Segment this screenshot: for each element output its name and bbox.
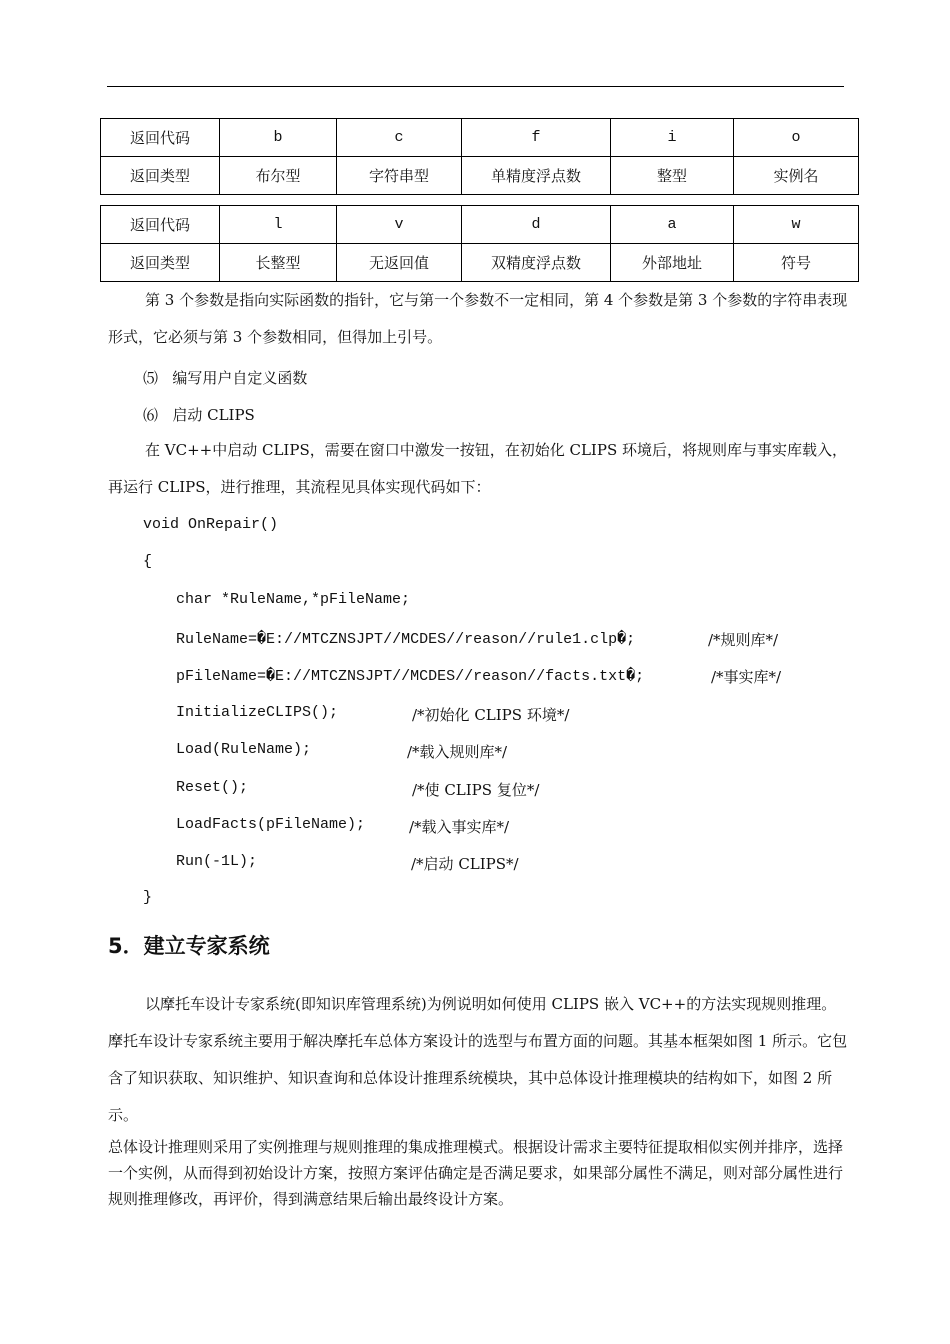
code-comment: /*初始化 CLIPS 环境*/ [412,706,570,724]
code-comment: /*启动 CLIPS*/ [411,855,519,873]
table-row [101,244,859,282]
table-cell: o [734,119,859,157]
code-statement: pFileName=�E://MTCZNSJPT//MCDES//reason//facts.txt�; [176,668,645,685]
paragraph-expert-system: 以摩托车设计专家系统(即知识库管理系统)为例说明如何使用 CLIPS 嵌入 VC++的方法实现规则推理。摩托车设计专家系统主要用于解决摩托车总体方案设计的选型与布置方面的问题。其基本框架如图 1 所示。它包含了知识获取、知识维护、知识查询和总体设计推理系统模块，其中总体设计推理模块的结构如下，如图 2 所示。 [108,995,848,1124]
code-comment: /*载入事实库*/ [409,818,510,836]
code-statement: InitializeCLIPS(); [176,704,339,721]
step-number: ⑸ [143,369,159,387]
code-open-brace: { [143,553,153,570]
code-close-brace: } [143,889,153,906]
table-cell: d [462,206,611,244]
table-cell: 字符串型 [337,157,462,195]
table-cell: b [220,119,337,157]
section-heading: 5．建立专家系统 [108,934,270,958]
table-cell: 返回类型 [101,244,220,282]
step-6 [143,404,255,425]
table-cell: l [220,206,337,244]
table-row [101,206,859,244]
step-text: 编写用户自定义函数 [172,369,308,387]
code-comment: /*事实库*/ [711,668,782,686]
table-cell: 无返回值 [337,244,462,282]
code-signature: void OnRepair() [143,516,279,533]
code-statement: LoadFacts(pFileName); [176,816,366,833]
table-cell: 实例名 [734,157,859,195]
paragraph-parameters: 第 3 个参数是指向实际函数的指针，它与第一个参数不一定相同，第 4 个参数是第 3 个参数的字符串表现形式，它必须与第 3 个参数相同，但得加上引号。 [108,291,848,346]
step-number: ⑹ [143,406,159,424]
code-statement: Load(RuleName); [176,741,312,758]
code-statement: Reset(); [176,779,249,796]
table-cell: 返回代码 [101,206,220,244]
table-row [101,157,859,195]
return-code-table-2 [100,205,859,282]
code-statement: RuleName=�E://MTCZNSJPT//MCDES//reason//rule1.clp�; [176,631,636,648]
paragraph-inference-mode: 总体设计推理则采用了实例推理与规则推理的集成推理模式。根据设计需求主要特征提取相似实例并排序，选择一个实例，从而得到初始设计方案，按照方案评估确定是否满足要求，如果部分属性不满足，则对部分属性进行规则推理修改，再评价，得到满意结果后输出最终设计方案。 [108,1138,844,1208]
table-cell: w [734,206,859,244]
table-cell: 双精度浮点数 [462,244,611,282]
table-cell: a [611,206,734,244]
paragraph-launch-clips: 在 VC++中启动 CLIPS，需要在窗口中激发一按钮，在初始化 CLIPS 环境后，将规则库与事实库载入，再运行 CLIPS，进行推理，其流程见具体实现代码如下： [108,441,847,496]
table-cell: i [611,119,734,157]
code-statement: Run(-1L); [176,853,258,870]
table-cell: f [462,119,611,157]
code-comment: /*规则库*/ [708,631,779,649]
table-cell: v [337,206,462,244]
code-comment: /*载入规则库*/ [407,743,508,761]
step-5 [143,367,307,388]
return-code-table-1 [100,118,859,195]
table-cell: 外部地址 [611,244,734,282]
table-cell: 返回代码 [101,119,220,157]
code-declaration: char *RuleName,*pFileName; [176,591,411,608]
table-cell: 单精度浮点数 [462,157,611,195]
header-rule [107,86,844,87]
table-cell: 长整型 [220,244,337,282]
table-cell: 布尔型 [220,157,337,195]
code-comment: /*使 CLIPS 复位*/ [412,781,540,799]
step-text: 启动 CLIPS [172,406,255,424]
table-cell: 返回类型 [101,157,220,195]
table-cell: c [337,119,462,157]
table-cell: 整型 [611,157,734,195]
table-row [101,119,859,157]
table-cell: 符号 [734,244,859,282]
